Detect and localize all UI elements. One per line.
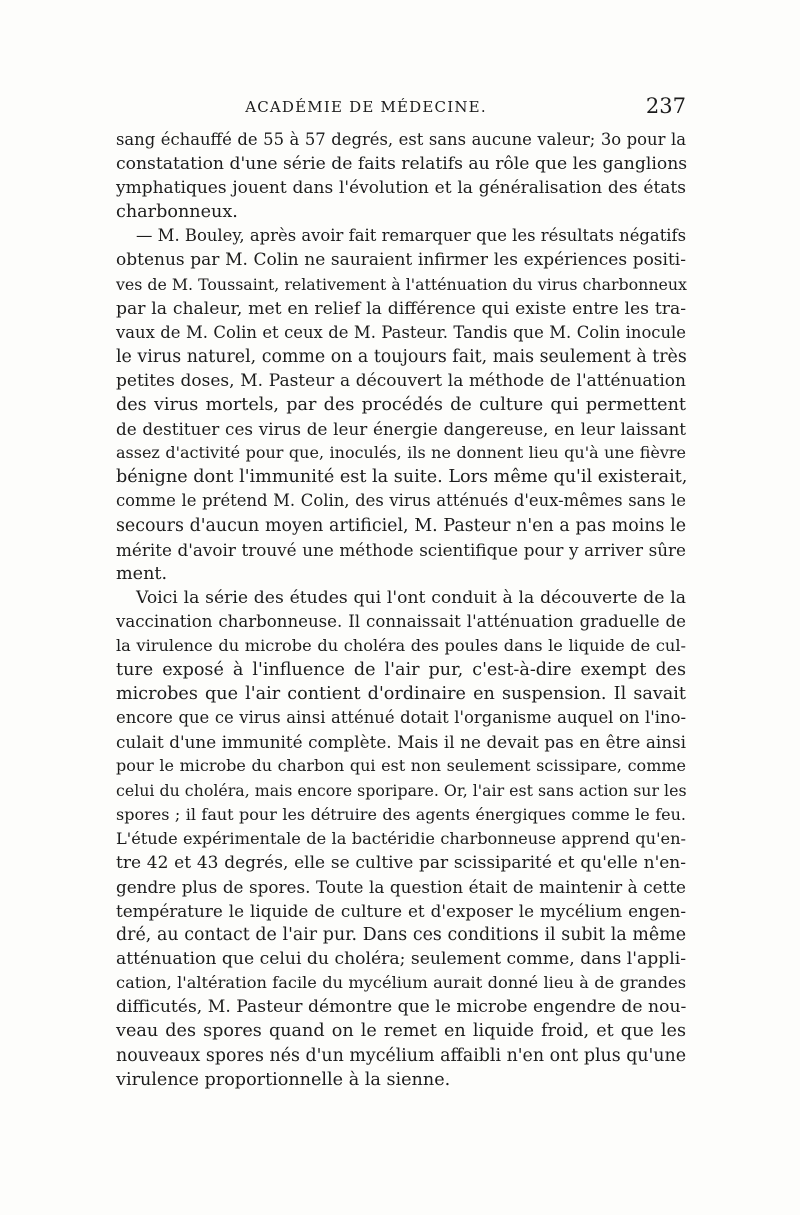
text-line: mérite d'avoir trouvé une méthode scientifique pour y arriver sûre <box>116 539 686 560</box>
text-line: obtenus par M. Colin ne sauraient infirmer les expériences positi- <box>116 250 686 271</box>
text-line: par la chaleur, met en relief la différence qui existe entre les tra- <box>116 298 686 319</box>
text-line: veau des spores quand on le remet en liquide froid, et que les <box>116 1021 686 1042</box>
text-line: ment. <box>116 563 168 584</box>
page-number: 237 <box>645 94 686 118</box>
text-line: ture exposé à l'influence de l'air pur, c'est-à-dire exempt des <box>116 660 686 681</box>
text-line: secours d'aucun moyen artificiel, M. Pasteur n'en a pas moins le <box>116 515 686 536</box>
text-line: culait d'une immunité complète. Mais il ne devait pas en être ainsi <box>116 732 686 753</box>
text-line: dré, au contact de l'air pur. Dans ces conditions il subit la même <box>116 925 686 946</box>
text-line: tre 42 et 43 degrés, elle se cultive par scissiparité et qu'elle n'en- <box>116 852 686 873</box>
text-line: atténuation que celui du choléra; seulement comme, dans l'appli- <box>116 949 687 970</box>
text-line: petites doses, M. Pasteur a découvert la méthode de l'atténuation <box>116 370 686 391</box>
body-text <box>116 128 686 1092</box>
text-line: température le liquide de culture et d'exposer le mycélium engen- <box>116 901 686 921</box>
text-line: sang échauffé de 55 à 57 degrés, est sans aucune valeur; 3o pour la <box>116 130 686 149</box>
text-line: constatation d'une série de faits relatifs au rôle que les ganglions <box>116 154 688 175</box>
text-line: — M. Bouley, après avoir fait remarquer que les résultats négatifs <box>136 226 686 246</box>
text-line: vaux de M. Colin et ceux de M. Pasteur. Tandis que M. Colin inocule <box>116 322 686 342</box>
text-line: des virus mortels, par des procédés de culture qui permettent <box>116 395 686 416</box>
text-line: comme le prétend M. Colin, des virus atténués d'eux-mêmes sans le <box>116 491 686 511</box>
text-line: encore que ce virus ainsi atténué dotait l'organisme auquel on l'ino- <box>116 708 686 728</box>
text-line: virulence proportionnelle à la sienne. <box>116 1069 451 1090</box>
running-title: ACADÉMIE DE MÉDECINE. <box>245 98 487 116</box>
text-line: ymphatiques jouent dans l'évolution et la généralisation des états <box>116 178 686 199</box>
text-line: spores ; il faut pour les détruire des agents énergiques comme le feu. <box>116 804 686 824</box>
text-line: assez d'activité pour que, inoculés, ils ne donnent lieu qu'à une fièvre <box>116 443 686 463</box>
text-line: cation, l'altération facile du mycélium aurait donné lieu à de grandes <box>116 973 686 993</box>
text-line: Voici la série des études qui l'ont conduit à la découverte de la <box>136 587 686 608</box>
text-line: charbonneux. <box>116 202 238 223</box>
text-line: difficutés, M. Pasteur démontre que le microbe engendre de nou- <box>116 997 687 1018</box>
text-line: la virulence du microbe du choléra des poules dans le liquide de cul- <box>116 635 686 655</box>
text-line: gendre plus de spores. Toute la question était de maintenir à cette <box>116 876 686 897</box>
text-line: le virus naturel, comme on a toujours fait, mais seulement à très <box>116 346 687 367</box>
text-line: microbes que l'air contient d'ordinaire en suspension. Il savait <box>116 684 686 705</box>
text-line: L'étude expérimentale de la bactéridie charbonneuse apprend qu'en- <box>116 828 686 848</box>
text-line: vaccination charbonneuse. Il connaissait l'atténuation graduelle de <box>116 611 686 631</box>
running-header <box>116 96 686 120</box>
text-line: de destituer ces virus de leur énergie dangereuse, en leur laissant <box>116 419 686 440</box>
text-line: celui du choléra, mais encore sporipare. Or, l'air est sans action sur les <box>116 780 687 800</box>
text-line: nouveaux spores nés d'un mycélium affaibli n'en ont plus qu'une <box>116 1045 686 1066</box>
text-line: bénigne dont l'immunité est la suite. Lors même qu'il existerait, <box>116 467 688 488</box>
text-line: pour le microbe du charbon qui est non seulement scissipare, comme <box>116 756 686 776</box>
text-line: ves de M. Toussaint, relativement à l'atténuation du virus charbonneux <box>116 274 687 294</box>
